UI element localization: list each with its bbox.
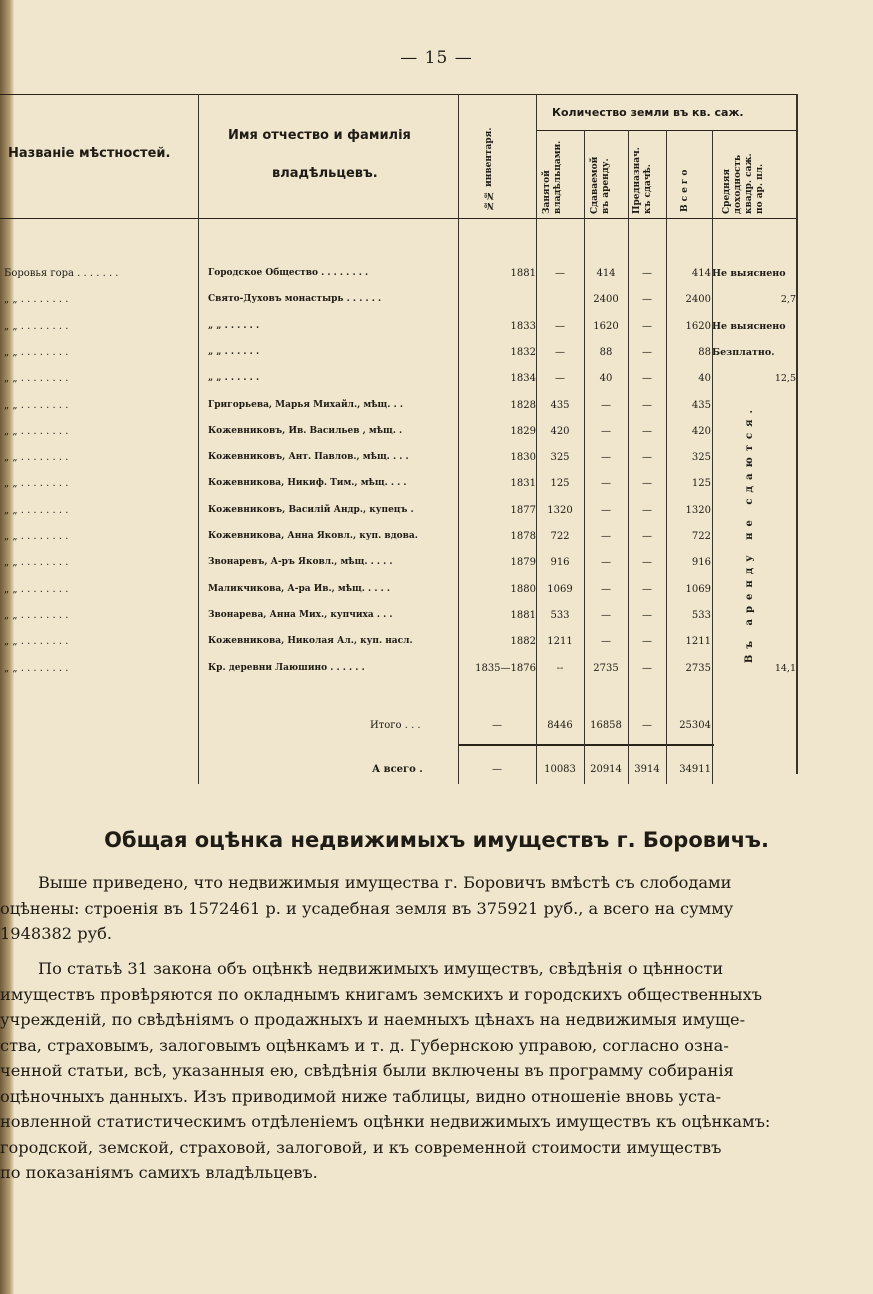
cell-occupied: 325 bbox=[550, 452, 570, 464]
cell-total: 1069 bbox=[685, 583, 711, 595]
paragraph-line: оцѣнены: строенія въ 1572461 р. и усадебная земля въ 375921 руб., а всего на сумму bbox=[0, 898, 734, 918]
cell-owner: Маликчикова, А-ра Ив., мѣщ. . . . . bbox=[208, 583, 390, 594]
cell-owner: Кожевниковъ, Василій Андр., купецъ . bbox=[208, 504, 414, 515]
cell-for-rent: — bbox=[642, 452, 652, 464]
grand-total-rented: 20914 bbox=[590, 764, 622, 775]
cell-total: 2735 bbox=[685, 662, 711, 674]
grand-total-row bbox=[0, 760, 873, 782]
cell-income: 2,7 bbox=[780, 294, 796, 306]
cell-place: „ „ . . . . . . . . bbox=[4, 399, 69, 411]
paragraph-line: ства, страховымъ, залоговымъ оцѣнкамъ и т. д. Губернскою управою, согласно озна- bbox=[0, 1035, 729, 1055]
header-owner-line2: владѣльцевъ. bbox=[272, 166, 378, 181]
cell-year: 1880 bbox=[510, 583, 536, 595]
cell-total: 414 bbox=[691, 268, 711, 279]
cell-rented: 2400 bbox=[593, 294, 619, 306]
cell-owner: „ „ . . . . . . bbox=[208, 320, 260, 331]
header-avg-income: Средняя доходность квадр. саж. по ар. пл. bbox=[722, 153, 765, 214]
paragraph-line: 1948382 руб. bbox=[0, 924, 113, 943]
grand-total-total: 34911 bbox=[679, 764, 711, 775]
cell-rented: 88 bbox=[599, 346, 613, 358]
cell-year: 1835—1876 bbox=[475, 662, 536, 674]
cell-place: „ „ . . . . . . . . bbox=[4, 320, 69, 332]
cell-total: 40 bbox=[698, 373, 711, 385]
paragraph-line: новленной статистическимъ отдѣленіемъ оцѣнки недвижимыхъ имуществъ къ оцѣнкамъ: bbox=[0, 1112, 771, 1131]
side-note-not-rented: Въ аренду не сдаются. bbox=[744, 404, 755, 664]
cell-owner: Кожевникова, Никиф. Тим., мѣщ. . . . bbox=[208, 478, 407, 489]
cell-owner: Кожевникова, Николая Ал., куп. насл. bbox=[208, 636, 413, 647]
header-inventory: №№ инвентаря. bbox=[484, 127, 494, 210]
cell-rented: — bbox=[601, 452, 611, 464]
cell-income: Не выяснено bbox=[712, 320, 786, 332]
cell-occupied: -- bbox=[556, 662, 564, 674]
cell-owner: Городское Общество . . . . . . . . bbox=[208, 268, 369, 278]
subtotal-for-rent: — bbox=[642, 720, 652, 731]
cell-owner: Кожевниковъ, Ант. Павлов., мѣщ. . . . bbox=[208, 452, 409, 463]
cell-for-rent: — bbox=[642, 399, 652, 411]
table-row bbox=[0, 553, 873, 575]
cell-for-rent: — bbox=[642, 294, 652, 306]
cell-year: 1831 bbox=[510, 478, 536, 490]
cell-occupied: 533 bbox=[550, 609, 570, 621]
table-row bbox=[0, 606, 873, 628]
cell-total: 1211 bbox=[685, 636, 711, 648]
cell-place: „ „ . . . . . . . . bbox=[4, 531, 69, 542]
cell-year: 1881 bbox=[510, 268, 536, 279]
header-for-rent: Предназнач. къ сдачѣ. bbox=[632, 147, 653, 214]
cell-for-rent: — bbox=[642, 662, 652, 674]
cell-place: „ „ . . . . . . . . bbox=[4, 425, 69, 437]
subtotal-occupied: 8446 bbox=[547, 720, 573, 731]
subtotal-row bbox=[0, 716, 873, 738]
grand-total-year: — bbox=[492, 764, 502, 775]
cell-owner: Кожевниковъ, Ив. Васильев , мѣщ. . bbox=[208, 425, 403, 436]
cell-rented: — bbox=[601, 478, 611, 490]
header-land-group: Количество земли въ кв. саж. bbox=[552, 106, 744, 119]
cell-occupied: 435 bbox=[550, 399, 570, 411]
page-number: — 15 — bbox=[400, 48, 473, 68]
cell-place: „ „ . . . . . . . . bbox=[4, 504, 69, 516]
cell-year: 1832 bbox=[510, 346, 536, 358]
header-owner-line1: Имя отчество и фамилія bbox=[228, 128, 411, 143]
paragraph-line: ченной статьи, всѣ, указанныя ею, свѣдѣнія были включены въ программу собиранія bbox=[0, 1061, 734, 1080]
header-total: Всего bbox=[680, 166, 690, 212]
cell-rented: 414 bbox=[596, 268, 616, 279]
cell-year: 1881 bbox=[510, 609, 536, 621]
paragraph-line: городской, земской, страховой, залоговой, и къ современной стоимости имуществъ bbox=[0, 1137, 722, 1157]
table-row bbox=[0, 632, 873, 654]
cell-for-rent: — bbox=[642, 268, 652, 279]
cell-total: 325 bbox=[691, 452, 711, 464]
cell-for-rent: — bbox=[642, 504, 652, 516]
cell-income: Безплатно. bbox=[712, 346, 775, 358]
cell-owner: „ „ . . . . . . bbox=[208, 373, 260, 384]
cell-for-rent: — bbox=[642, 320, 652, 332]
cell-total: 435 bbox=[691, 399, 711, 411]
cell-for-rent: — bbox=[642, 478, 652, 490]
paragraph-line: Выше приведено, что недвижимыя имущества г. Боровичъ вмѣстѣ съ слободами bbox=[38, 873, 732, 892]
cell-rented: — bbox=[601, 636, 611, 648]
cell-occupied: — bbox=[555, 346, 565, 358]
cell-owner: Свято-Духовъ монастырь . . . . . . bbox=[208, 294, 382, 305]
table-row bbox=[0, 317, 873, 339]
subtotal-label: Итого . . . bbox=[370, 720, 421, 731]
table-row bbox=[0, 264, 873, 286]
cell-year: 1882 bbox=[510, 636, 536, 648]
cell-place: „ „ . . . . . . . . bbox=[4, 373, 69, 385]
cell-for-rent: — bbox=[642, 557, 652, 569]
cell-rented: — bbox=[601, 531, 611, 542]
cell-place: „ „ . . . . . . . . bbox=[4, 662, 69, 674]
cell-year: 1879 bbox=[510, 557, 536, 569]
cell-place: „ „ . . . . . . . . bbox=[4, 557, 69, 569]
cell-for-rent: — bbox=[642, 609, 652, 621]
section-title: Общая оцѣнка недвижимыхъ имуществъ г. Боровичъ. bbox=[104, 828, 769, 852]
cell-for-rent: — bbox=[642, 636, 652, 648]
cell-total: 1320 bbox=[685, 504, 711, 516]
cell-for-rent: — bbox=[642, 346, 652, 358]
table-row bbox=[0, 448, 873, 470]
cell-year: 1878 bbox=[510, 531, 536, 542]
subtotal-rented: 16858 bbox=[590, 720, 622, 731]
cell-owner: „ „ . . . . . . bbox=[208, 346, 260, 357]
table-row bbox=[0, 659, 873, 681]
cell-for-rent: — bbox=[642, 531, 652, 542]
cell-place: „ „ . . . . . . . . bbox=[4, 346, 69, 358]
paragraph-1 bbox=[0, 870, 868, 947]
table-row bbox=[0, 474, 873, 496]
table-row bbox=[0, 422, 873, 444]
table-row bbox=[0, 369, 873, 391]
cell-rented: — bbox=[601, 609, 611, 621]
cell-for-rent: — bbox=[642, 373, 652, 385]
cell-total: 2400 bbox=[685, 294, 711, 306]
cell-total: 533 bbox=[691, 609, 711, 621]
table-row bbox=[0, 580, 873, 602]
grand-total-for-rent: 3914 bbox=[634, 764, 660, 775]
cell-rented: — bbox=[601, 504, 611, 516]
table-row bbox=[0, 501, 873, 523]
table-row bbox=[0, 343, 873, 365]
cell-for-rent: — bbox=[642, 583, 652, 595]
cell-year: 1829 bbox=[510, 425, 536, 437]
header-place: Названіе мѣстностей. bbox=[8, 146, 171, 161]
cell-total: 420 bbox=[691, 425, 711, 437]
cell-year: 1834 bbox=[510, 373, 536, 385]
cell-place: Боровья гора . . . . . . . bbox=[4, 268, 119, 279]
cell-owner: Кожевникова, Анна Яковл., куп. вдова. bbox=[208, 531, 418, 541]
paragraph-line: По статьѣ 31 закона объ оцѣнкѣ недвижимыхъ имуществъ, свѣдѣнія о цѣнности bbox=[38, 959, 724, 978]
cell-owner: Звонаревъ, А-ръ Яковл., мѣщ. . . . . bbox=[208, 557, 393, 568]
cell-occupied: 1320 bbox=[547, 504, 573, 516]
cell-rented: 1620 bbox=[593, 320, 619, 332]
cell-place: „ „ . . . . . . . . bbox=[4, 452, 69, 464]
cell-total: 1620 bbox=[685, 320, 711, 332]
cell-place: „ „ . . . . . . . . bbox=[4, 609, 69, 621]
cell-income: Не выяснено bbox=[712, 268, 786, 279]
cell-for-rent: — bbox=[642, 425, 652, 437]
cell-income: 14,1 bbox=[774, 662, 796, 674]
cell-occupied: — bbox=[555, 373, 565, 385]
cell-place: „ „ . . . . . . . . bbox=[4, 636, 69, 648]
cell-total: 125 bbox=[691, 478, 711, 490]
cell-occupied: 916 bbox=[550, 557, 570, 569]
cell-total: 88 bbox=[698, 346, 711, 358]
cell-occupied: 1211 bbox=[547, 636, 573, 648]
cell-year: 1877 bbox=[510, 504, 536, 516]
cell-rented: — bbox=[601, 557, 611, 569]
cell-owner: Кр. деревни Лаюшино . . . . . . bbox=[208, 662, 365, 673]
cell-place: „ „ . . . . . . . . bbox=[4, 583, 69, 595]
subtotal-year: — bbox=[492, 720, 502, 731]
cell-owner: Звонарева, Анна Мих., купчиха . . . bbox=[208, 609, 393, 620]
table-row bbox=[0, 290, 873, 312]
land-table bbox=[0, 94, 873, 784]
cell-total: 916 bbox=[691, 557, 711, 569]
grand-total-label: А всего . bbox=[372, 764, 423, 775]
paragraph-line: оцѣночныхъ данныхъ. Изъ приводимой ниже таблицы, видно отношеніе вновь уста- bbox=[0, 1086, 722, 1106]
cell-occupied: 125 bbox=[550, 478, 570, 490]
paragraph-2 bbox=[0, 956, 868, 1186]
cell-occupied: — bbox=[555, 320, 565, 332]
paragraph-line: имуществъ провѣряются по окладнымъ книгамъ земскихъ и городскихъ общественныхъ bbox=[0, 984, 762, 1004]
cell-year: 1828 bbox=[510, 399, 536, 411]
cell-rented: 2735 bbox=[593, 662, 619, 674]
paragraph-line: по показаніямъ самихъ владѣльцевъ. bbox=[0, 1163, 318, 1182]
cell-occupied: 420 bbox=[550, 425, 570, 437]
cell-occupied: 1069 bbox=[547, 583, 573, 595]
subtotal-total: 25304 bbox=[679, 720, 711, 731]
cell-year: 1833 bbox=[510, 320, 536, 332]
table-row bbox=[0, 527, 873, 549]
grand-total-occupied: 10083 bbox=[544, 764, 576, 775]
header-rented: Сдаваемой въ аренду. bbox=[590, 156, 611, 214]
table-row bbox=[0, 396, 873, 418]
paragraph-line: учрежденій, по свѣдѣніямъ о продажныхъ и наемныхъ цѣнахъ на недвижимыя имуще- bbox=[0, 1010, 746, 1029]
cell-income: 12,5 bbox=[774, 373, 796, 385]
cell-total: 722 bbox=[691, 531, 711, 542]
cell-year: 1830 bbox=[510, 452, 536, 464]
cell-occupied: 722 bbox=[550, 531, 570, 542]
cell-occupied: — bbox=[555, 268, 565, 279]
cell-rented: — bbox=[601, 583, 611, 595]
cell-rented: — bbox=[601, 399, 611, 411]
cell-owner: Григорьева, Марья Михайл., мѣщ. . . bbox=[208, 399, 403, 410]
cell-rented: — bbox=[601, 425, 611, 437]
cell-rented: 40 bbox=[599, 373, 613, 385]
cell-place: „ „ . . . . . . . . bbox=[4, 294, 69, 306]
header-occupied: Занятой владѣльцами. bbox=[542, 140, 563, 214]
cell-place: „ „ . . . . . . . . bbox=[4, 478, 69, 490]
